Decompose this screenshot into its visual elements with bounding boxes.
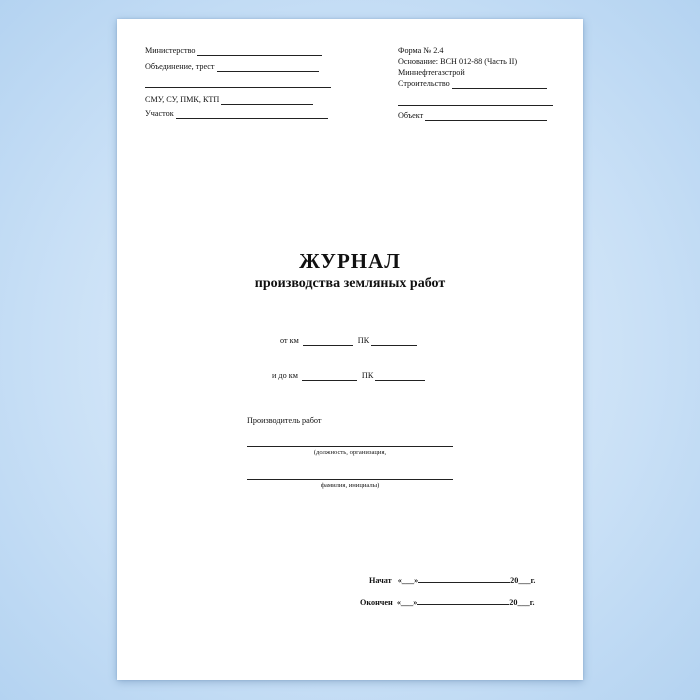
producer-line-1 bbox=[247, 446, 453, 447]
journal-subtitle: производства земляных работ bbox=[254, 276, 446, 291]
smu-label: СМУ, СУ, ПМК, КТП bbox=[145, 95, 220, 104]
journal-title: ЖУРНАЛ bbox=[299, 249, 401, 273]
producer-line-2 bbox=[247, 479, 453, 480]
to-km-row bbox=[272, 371, 425, 381]
started-row bbox=[369, 574, 535, 586]
finished-month-line bbox=[417, 596, 509, 605]
ministry-field bbox=[145, 46, 322, 56]
finished-label: Окончен bbox=[360, 598, 393, 607]
blank-line-1 bbox=[145, 87, 331, 88]
started-day: «___» bbox=[397, 576, 419, 585]
finished-row bbox=[360, 596, 535, 608]
producer-caption-1: (должность, организация, bbox=[313, 449, 387, 456]
ministry-line bbox=[197, 47, 322, 56]
object-label: Объект bbox=[398, 111, 424, 120]
blank-line-2 bbox=[398, 105, 553, 106]
smu-field bbox=[145, 95, 313, 105]
from-km-label: от км bbox=[280, 336, 299, 345]
from-pk-line bbox=[371, 337, 417, 346]
to-pk-label: ПК bbox=[361, 371, 374, 380]
site-field bbox=[145, 109, 328, 119]
from-pk-label: ПК bbox=[357, 336, 370, 345]
started-month-line bbox=[418, 574, 510, 583]
construction-field bbox=[398, 79, 547, 89]
to-km-label: и до км bbox=[272, 371, 298, 380]
ministry-label: Министерство bbox=[145, 46, 196, 55]
to-km-line bbox=[302, 372, 357, 381]
object-field bbox=[398, 111, 547, 121]
producer-caption-2: фамилия, инициалы) bbox=[320, 482, 380, 489]
form-number: Форма № 2.4 bbox=[398, 46, 444, 55]
object-line bbox=[425, 112, 547, 121]
basis-text: Основание: ВСН 012-88 (Часть II) bbox=[398, 57, 518, 66]
site-line bbox=[176, 110, 328, 119]
smu-line bbox=[221, 96, 313, 105]
finished-year: 20___г. bbox=[509, 598, 535, 607]
association-field bbox=[145, 62, 319, 72]
association-label: Объединение, трест bbox=[145, 62, 215, 71]
started-label: Начат bbox=[369, 576, 392, 585]
site-label: Участок bbox=[145, 109, 174, 118]
association-line bbox=[217, 63, 319, 72]
from-km-line bbox=[303, 337, 353, 346]
document-page bbox=[117, 19, 583, 680]
from-km-row bbox=[280, 336, 417, 346]
construction-line bbox=[452, 80, 547, 89]
producer-label: Производитель работ bbox=[247, 416, 322, 425]
started-year: 20___г. bbox=[510, 576, 536, 585]
agency-text: Миннефтегазстрой bbox=[398, 68, 465, 77]
finished-day: «___» bbox=[396, 598, 418, 607]
to-pk-line bbox=[375, 372, 425, 381]
construction-label: Строительство bbox=[398, 79, 450, 88]
